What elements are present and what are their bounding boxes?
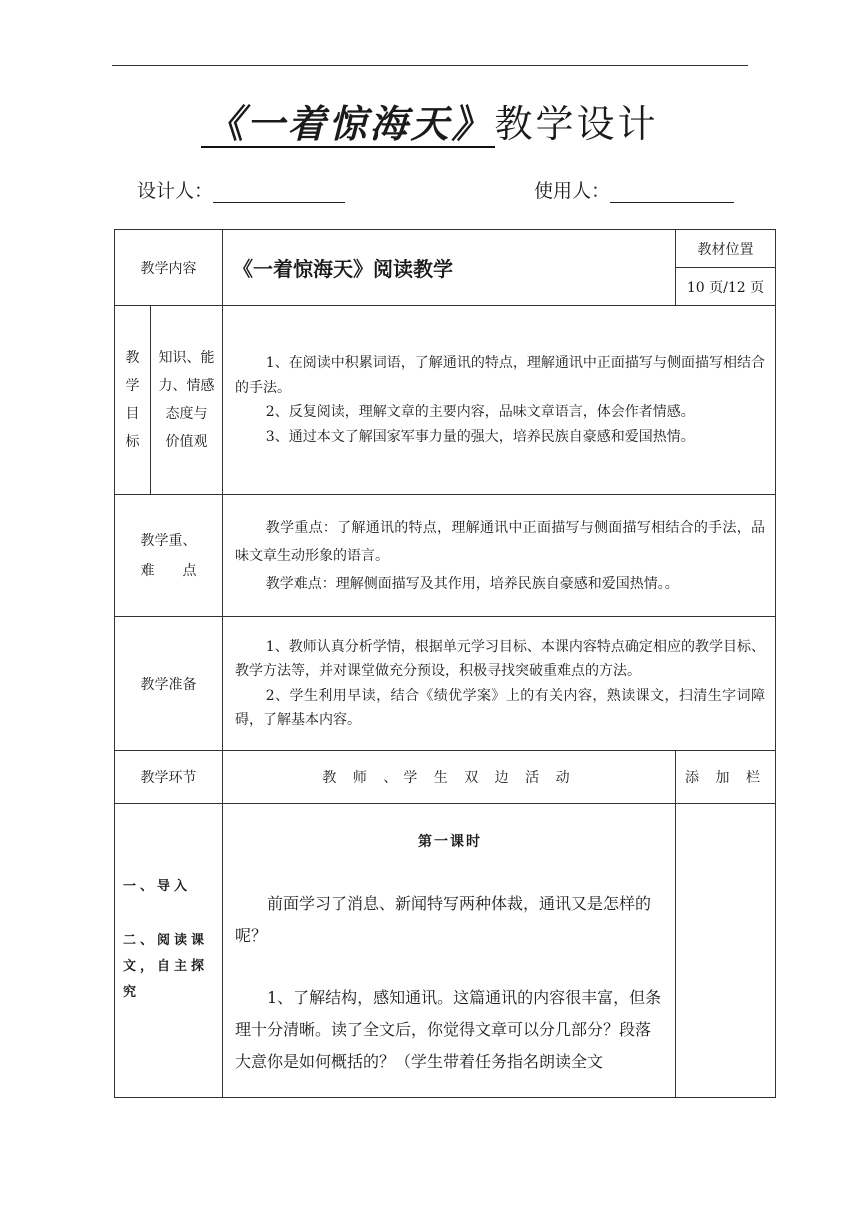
goals-label-char: 标 xyxy=(125,434,140,450)
content-title: 《一着惊海天》阅读教学 xyxy=(223,230,676,306)
addon-cell[interactable] xyxy=(676,804,776,1098)
goals-label-char: 目 xyxy=(125,406,140,422)
textbook-position-label: 教材位置 xyxy=(676,230,776,268)
stage-sidebar xyxy=(115,804,223,1098)
goals-label-char: 教 xyxy=(125,350,140,366)
key-point-item: 教学难点：理解侧面描写及其作用，培养民族自豪感和爱国热情。。 xyxy=(265,575,679,592)
goal-item: 2、反复阅读，理解文章的主要内容，品味文章语言，体会作者情感。 xyxy=(265,404,695,420)
key-points-label xyxy=(115,495,223,617)
prep-label: 教学准备 xyxy=(115,617,223,751)
prep-item: 2、学生利用早读，结合《绩优学案》上的有关内容，熟读课文，扫清生字词障碍，了解基本内容。 xyxy=(235,687,765,728)
prep-item: 1、教师认真分析学情，根据单元学习目标、本课内容特点确定相应的教学目标、教学方法等，并对课堂做充分预设，积极寻找突破重难点的方法。 xyxy=(235,638,765,679)
textbook-position-value: 10 页/12 页 xyxy=(676,268,776,306)
stage-item-reading: 二、阅读课文，自主探究 xyxy=(123,933,209,1000)
key-points-label-line: 难 点 xyxy=(140,562,197,579)
designer-field xyxy=(137,176,345,203)
designer-blank[interactable] xyxy=(213,180,345,203)
key-points-label-line: 教学重、 xyxy=(140,532,197,549)
goals-content xyxy=(223,306,776,495)
goal-item: 3、通过本文了解国家军事力量的强大，培养民族自豪感和爱国热情。 xyxy=(265,428,695,445)
addon-label: 添 加 栏 xyxy=(676,751,776,804)
lesson-content xyxy=(223,804,676,1098)
lesson-paragraph: 前面学习了消息、新闻特写两种体裁，通讯又是怎样的呢？ xyxy=(235,894,652,945)
stage-label: 教学环节 xyxy=(115,751,223,804)
goals-label xyxy=(115,306,151,495)
lesson-paragraph: 1、了解结构，感知通讯。这篇通讯的内容很丰富，但条理十分清晰。读了全文后，你觉得文章可以分几部分？段落大意你是如何概括的？（学生带着任务指名朗读全文 xyxy=(235,988,662,1071)
user-blank[interactable] xyxy=(610,180,734,203)
goals-sub-line: 力、情感 xyxy=(158,378,215,394)
document-title xyxy=(0,98,860,150)
user-label: 使用人： xyxy=(534,180,611,202)
goals-sub-line: 知识、能 xyxy=(158,350,215,366)
goals-sub-line: 态度与 xyxy=(165,406,208,422)
title-rest-part: 教学设计 xyxy=(494,102,659,146)
stage-item-intro: 一、导入 xyxy=(123,879,192,894)
user-field xyxy=(534,176,734,203)
top-rule xyxy=(112,65,748,66)
content-label: 教学内容 xyxy=(115,230,223,306)
lesson-heading: 第一课时 xyxy=(418,834,482,850)
designer-label: 设计人： xyxy=(137,180,214,202)
key-points-content xyxy=(223,495,776,617)
goal-item: 1、在阅读中积累词语，了解通讯的特点，理解通讯中正面描写与侧面描写相结合的手法。 xyxy=(235,355,765,396)
goals-sub-line: 价值观 xyxy=(165,434,208,450)
goals-sub-label xyxy=(151,306,223,495)
lesson-plan-table xyxy=(114,229,776,1098)
key-point-item: 教学重点：了解通讯的特点，理解通讯中正面描写与侧面描写相结合的手法，品味文章生动形象的语言。 xyxy=(235,519,765,564)
goals-label-char: 学 xyxy=(125,378,140,394)
prep-content xyxy=(223,617,776,751)
activity-label: 教 师 、学 生 双 边 活 动 xyxy=(223,751,676,804)
title-bold-part: 《一着惊海天》 xyxy=(201,102,494,148)
